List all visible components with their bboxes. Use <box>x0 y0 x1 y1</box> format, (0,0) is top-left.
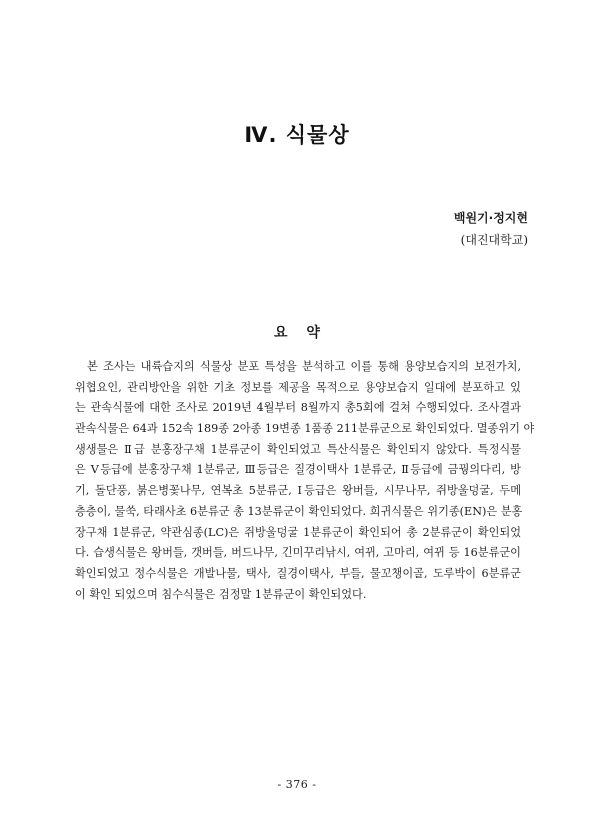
summary-line: 장구채 1분류군, 약관심종(LC)은 쥐방울덩굴 1분류군이 확인되어 총 2분류군이 확인되었 <box>75 525 521 539</box>
author-affiliation: (대진대학교) <box>460 233 528 247</box>
page-number: - 376 - <box>277 778 317 791</box>
author-names: 백원기·정지현 <box>453 211 528 225</box>
summary-line: 확인되었고 정수식물은 개발나물, 택사, 질경이택사, 부들, 물꼬챙이골, 도루박이 6분류군 <box>75 566 521 580</box>
summary-line: 이 확인 되었으며 침수식물은 검정말 1분류군이 확인되었다. <box>75 587 367 601</box>
author-block <box>454 207 528 251</box>
summary-line: 는 관속식물에 대한 조사로 2019년 4월부터 8월까지 총5회에 걸쳐 수행되었다. 조사결과 <box>75 401 521 415</box>
summary-line: 생생물은 Ⅱ급 분홍장구채 1분류군이 확인되었고 특산식물은 확인되지 않았다. 특정식물 <box>75 442 521 456</box>
summary-line: 관속식물은 64과 152속 189종 2아종 19변종 1품종 211분류군으로 확인되었다. 멸종위기 야 <box>75 422 535 436</box>
summary-line: 위협요인, 관리방안을 위한 기초 정보를 제공을 목적으로 용양보습지 일대에 분포하고 있 <box>75 380 521 394</box>
chapter-title: Ⅳ. 식물상 <box>244 123 350 147</box>
summary-line: 은 Ⅴ등급에 분홍장구채 1분류군, Ⅲ등급은 질경이택사 1분류군, Ⅱ등급에 금꿩의다리, 방 <box>75 463 521 477</box>
summary-heading: 요 약 <box>274 325 320 341</box>
summary-paragraph <box>75 357 535 605</box>
summary-line: 층층이, 물쑥, 타래사초 6분류군 총 13분류군이 확인되었다. 희귀식물은 위기종(EN)은 분홍 <box>75 504 523 518</box>
summary-line: 본 조사는 내륙습지의 식물상 분포 특성을 분석하고 이를 통해 용양보습지의 보전가치, <box>87 360 521 373</box>
summary-line: 기, 돌단풍, 붉은병꽃나무, 연복초 5분류군, Ⅰ등급은 왕버들, 시무나무, 쥐방울덩굴, 두메 <box>75 484 521 498</box>
summary-line: 다. 습생식물은 왕버들, 갯버들, 버드나무, 긴미꾸리낚시, 여뀌, 고마리, 여뀌 등 16분류군이 <box>75 546 521 560</box>
